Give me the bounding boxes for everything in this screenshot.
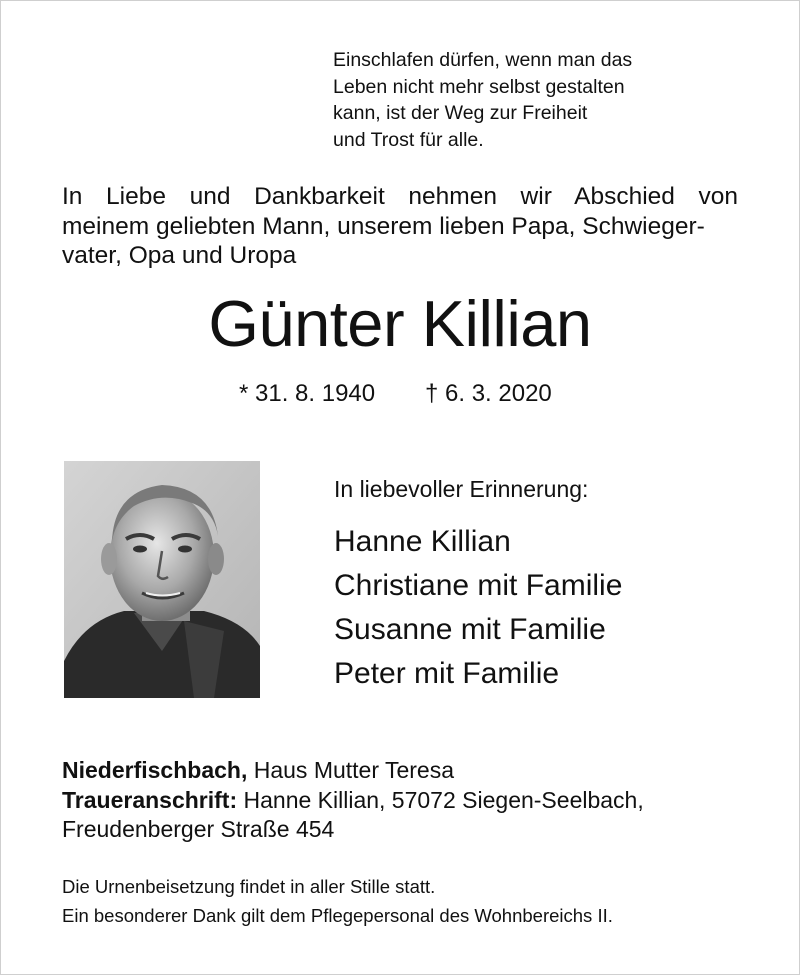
memory-heading: In liebevoller Erinnerung:	[334, 476, 589, 502]
address-street: Freudenberger Straße 454	[62, 816, 335, 842]
notes-block	[62, 872, 613, 930]
poem-line: kann, ist der Weg zur Freiheit	[333, 102, 588, 124]
place-label: Niederfischbach,	[62, 757, 248, 783]
poem-line: und Trost für alle.	[333, 128, 484, 151]
address-line	[62, 786, 644, 816]
mourner-name: Christiane mit Familie	[334, 569, 623, 602]
portrait-photo	[64, 461, 260, 698]
farewell-line: In Liebe und Dankbarkeit nehmen wir Abschied von	[62, 183, 738, 210]
farewell-line: vater, Opa und Uropa	[62, 242, 297, 269]
poem-verse	[333, 47, 753, 153]
poem-line: Leben nicht mehr selbst gestalten	[333, 75, 625, 98]
poem-line: Einschlafen dürfen, wenn man das	[333, 49, 633, 71]
deceased-name: Günter Killian	[208, 287, 592, 360]
death-date: † 6. 3. 2020	[425, 380, 552, 407]
address-label: Traueranschrift:	[62, 786, 238, 813]
address-value: Hanne Killian, 57072 Siegen-Seelbach,	[237, 786, 644, 813]
birth-date: * 31. 8. 1940	[239, 380, 376, 407]
mourner-name: Susanne mit Familie	[334, 613, 606, 646]
place-line	[62, 756, 644, 786]
mourner-name: Peter mit Familie	[334, 657, 560, 690]
mourners-list	[334, 520, 622, 696]
farewell-line: meinem geliebten Mann, unserem lieben Papa, Schwieger-	[62, 212, 705, 240]
thanks-note: Ein besonderer Dank gilt dem Pflegepersonal des Wohnbereichs II.	[62, 905, 613, 926]
place-value: Haus Mutter Teresa	[247, 757, 455, 783]
mourner-name: Hanne Killian	[334, 525, 511, 558]
address-block	[62, 756, 644, 845]
farewell-text	[62, 182, 738, 271]
burial-note: Die Urnenbeisetzung findet in aller Stille statt.	[62, 876, 436, 897]
